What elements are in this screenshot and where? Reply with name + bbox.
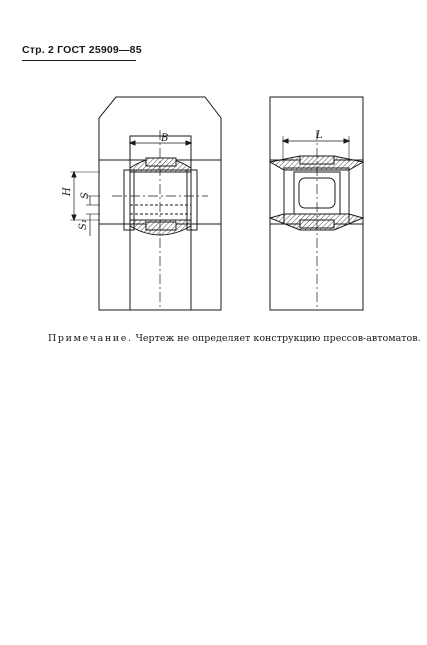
left-workpiece — [130, 170, 191, 220]
right-view — [270, 97, 363, 310]
note-body: Чертеж не определяет конструкцию прессов-автоматов. — [135, 333, 421, 344]
label-H: H — [62, 187, 73, 196]
standard-code: ГОСТ 25909—85 — [57, 44, 142, 56]
note-lead: Примечание. — [48, 333, 133, 344]
label-S1: S₁ — [78, 219, 89, 230]
label-B: B — [161, 133, 169, 144]
label-S: S — [80, 192, 91, 199]
left-view — [70, 97, 221, 310]
page-label: Стр. 2 — [22, 44, 55, 56]
label-L: L — [316, 130, 323, 141]
note-text — [48, 333, 421, 344]
